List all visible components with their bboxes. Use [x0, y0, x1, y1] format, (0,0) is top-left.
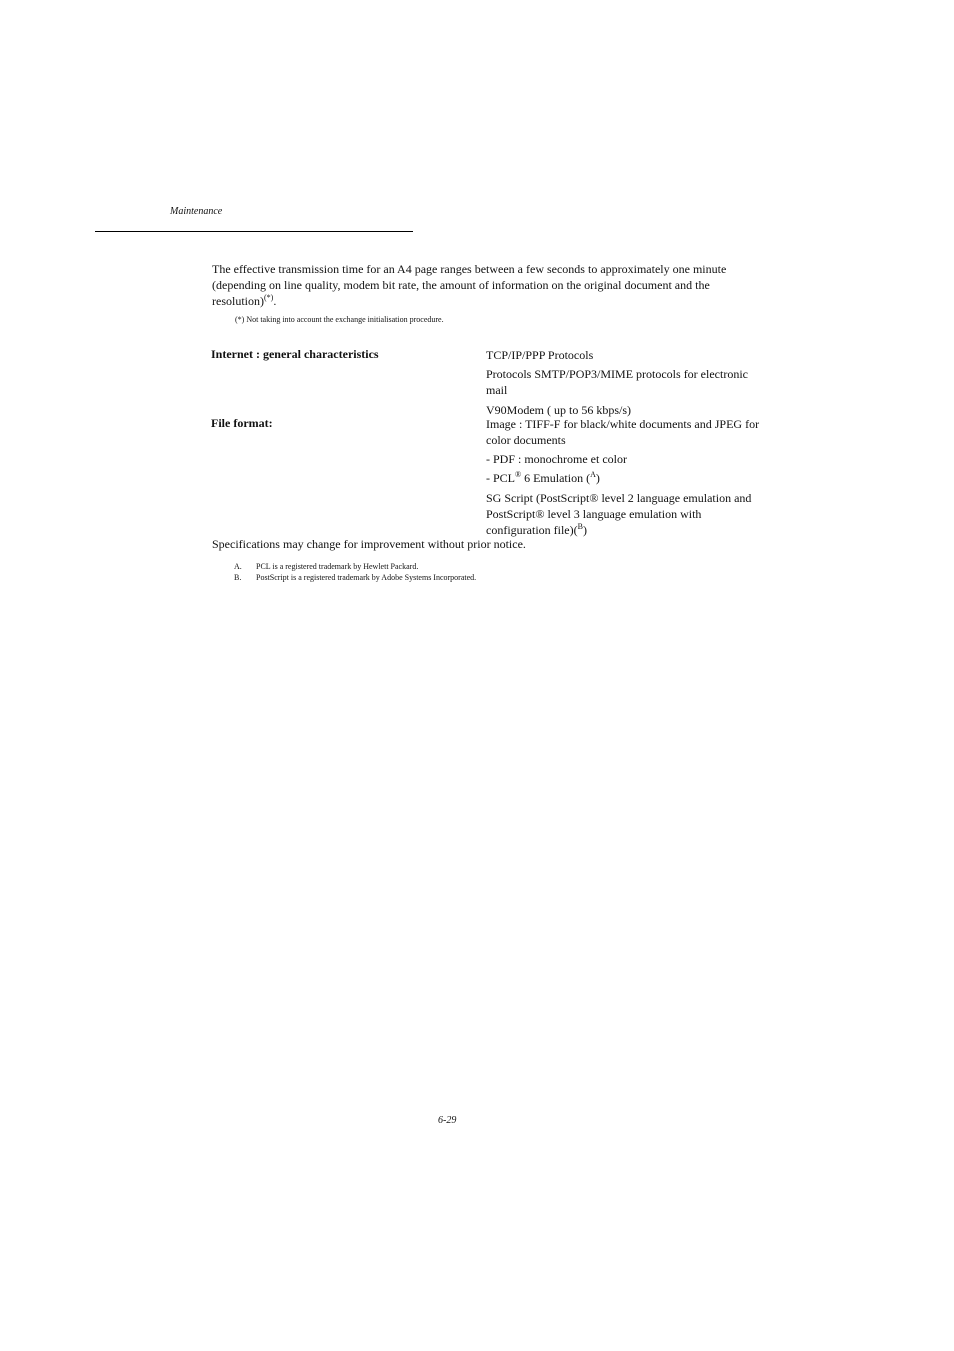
footnote-b	[234, 573, 634, 583]
footnote-a-letter: A.	[234, 562, 242, 571]
internet-value-smtp: Protocols SMTP/POP3/MIME protocols for electronic mail	[486, 367, 748, 397]
file-format-sgscript	[486, 490, 761, 538]
file-format-pdf: - PDF : monochrome et color	[486, 452, 627, 466]
transmission-note: (*) Not taking into account the exchange initialisation procedure.	[235, 315, 444, 324]
pcl-mid: 6 Emulation (	[521, 471, 591, 485]
file-format-pcl	[486, 470, 761, 486]
pcl-footnote-ref: A	[590, 470, 596, 479]
intro-end: .	[273, 294, 277, 308]
page-number: 6-29	[438, 1115, 457, 1126]
internet-label: Internet : general characteristics	[211, 347, 379, 361]
pcl-end: )	[595, 471, 600, 485]
internet-value-modem: V90Modem ( up to 56 kbps/s)	[486, 403, 631, 417]
sg-end: )	[582, 523, 587, 537]
specifications-note: Specifications may change for improvement without prior notice.	[212, 537, 526, 551]
intro-footnote-ref: (*)	[264, 293, 274, 302]
intro-text: The effective transmission time for an A4 page ranges between a few seconds to approximately one minute (depending on line quality, modem bit rate, the amount of information on the original document and the resolution)	[212, 262, 727, 308]
internet-value-tcp: TCP/IP/PPP Protocols	[486, 348, 594, 362]
pcl-registered-mark: ®	[515, 470, 522, 479]
intro-paragraph	[212, 261, 760, 309]
footnote-b-letter: B.	[234, 573, 242, 582]
file-format-label: File format:	[211, 416, 273, 430]
section-title: Maintenance	[170, 206, 223, 217]
pcl-prefix: - PCL	[486, 471, 516, 485]
footnote-b-text: PostScript is a registered trademark by Adobe Systems Incorporated.	[256, 573, 477, 582]
file-format-image: Image : TIFF-F for black/white documents and JPEG for color documents	[486, 417, 760, 447]
header-divider	[95, 231, 413, 232]
footnote-a-text: PCL is a registered trademark by Hewlett Packard.	[256, 562, 419, 571]
sg-footnote-ref: B	[577, 522, 583, 531]
footnote-a	[234, 562, 634, 572]
sg-text: SG Script (PostScript® level 2 language emulation and PostScript® level 3 language emulation with configuration file)(	[486, 491, 752, 537]
